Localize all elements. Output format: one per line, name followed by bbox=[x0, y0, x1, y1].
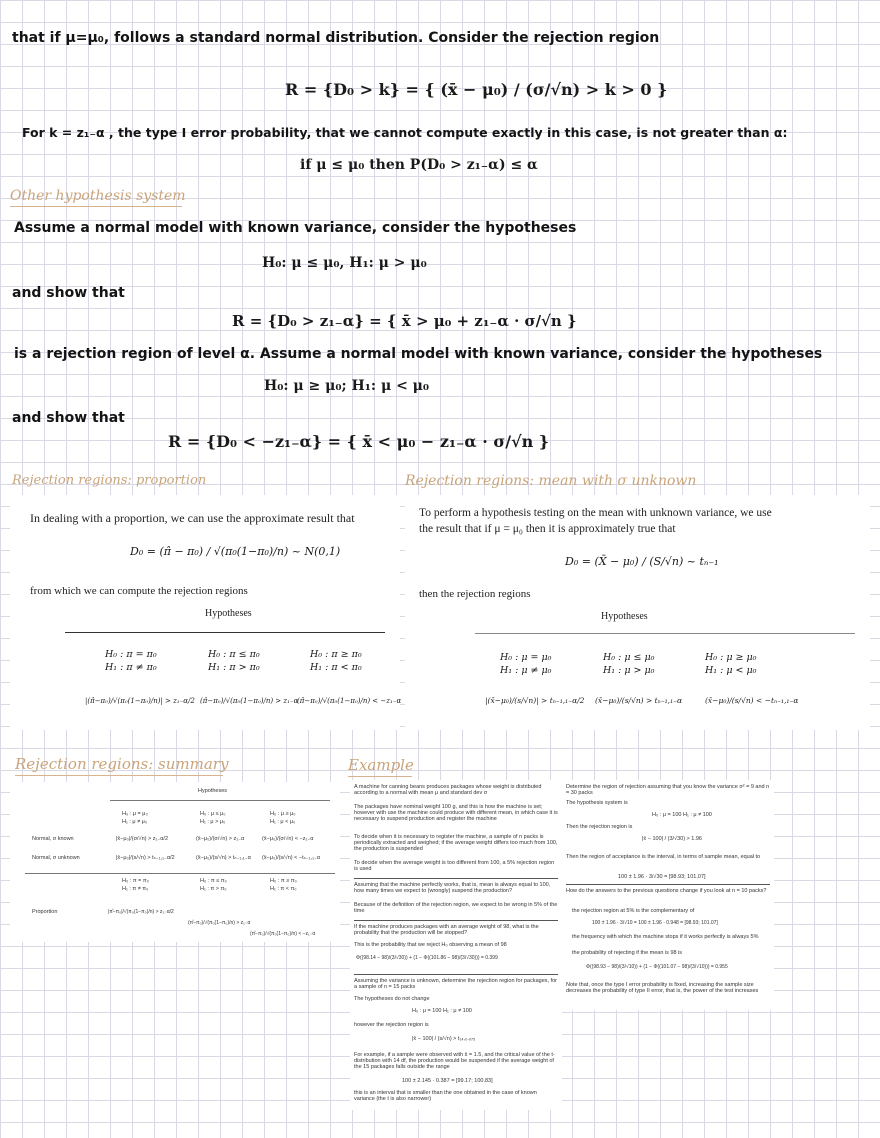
summary-row3-c2: (π̂−π₀)/√(π₀(1−π₀)/n) > z₁₋α bbox=[188, 920, 251, 926]
ex-right-formula-e: Φ((98.93 − 98)/(3/√10)) + (1 − Φ((101.07 − 98)/(3/√10))) = 0.955 bbox=[586, 964, 728, 970]
heading-rejection-summary: Rejection regions: summary bbox=[15, 755, 229, 773]
heading-underline bbox=[10, 206, 182, 207]
ex-left-p4: To decide when the average weight is too different from 100, a 5% rejection region is used bbox=[354, 860, 555, 872]
ex-right-b2: the frequency with which the machine stops if it works perfectly is always 5% bbox=[572, 934, 759, 940]
mean-hypotheses-title: Hypotheses bbox=[601, 611, 648, 622]
ex-right-p6: Note that, once the type I error probability is fixed, increasing the sample size decreases the probability of type II error, that is, the power of the test increases bbox=[566, 982, 759, 994]
ex-left-p8: This is the probability that we reject H₀ observing a mean of 98 bbox=[354, 942, 507, 948]
ex-right-b3: the probability of rejecting if the mean is 98 is bbox=[572, 950, 683, 956]
ex-left-formula-c: |x̄ − 100| / (s/√n) > t₁₄,₀.₉₇₅ bbox=[412, 1036, 476, 1042]
ex-left-p13: this is an interval that is smaller than the one obtained in the case of known variance (the t is also narrower) bbox=[354, 1090, 537, 1102]
formula-rejection-region-k: R = {D₀ > k} = { (x̄ − μ₀) / (σ/√n) > k > 0 } bbox=[285, 80, 668, 99]
ex-left-p12: For example, if a sample were observed with s̄ = 1.5, and the critical value of the t-distribution with 14 df, the production would be suspended if the average weight of the 15 packages falls outside the range bbox=[354, 1052, 555, 1070]
sum2-h1-c2: H₁ : π > π₀ bbox=[200, 886, 227, 892]
ex-left-formula-d: 100 ± 2.145 · 0.387 = [99.17; 100.83] bbox=[402, 1078, 493, 1084]
ex-right-formula-a: H₀ : μ = 100 H₁ : μ ≠ 100 bbox=[652, 812, 712, 818]
ex-left-p5: Assuming that the machine perfectly works, that is, mean is always equal to 100, how many times we expect to (wrongly) suspend the production? bbox=[354, 882, 551, 894]
note-line-4: and show that bbox=[12, 285, 125, 301]
ex-right-p2: The hypothesis system is bbox=[566, 800, 628, 806]
example-left-card bbox=[350, 780, 562, 1110]
mean-formula: D₀ = (X̄ − μ₀) / (S/√n) ~ tₙ₋₁ bbox=[565, 555, 719, 568]
ex-left-p1: A machine for canning beans produces packages whose weight is distributed according to a normal with mean μ and standard dev σ bbox=[354, 784, 542, 796]
sum2-h1-c3: H₁ : π < π₀ bbox=[270, 886, 297, 892]
prop-region-col1: |(π̂−π₀)/√(π₀(1−π₀)/n)| > z₁₋α/2 bbox=[85, 697, 195, 705]
ex-left-p2: The packages have nominal weight 100 g, and this is how the machine is set; however with use the machine could produce with different mean, in which case it is necessary to suspend production and register the machine bbox=[354, 804, 558, 822]
summary-row2-c3: (x̄−μ₀)/(s/√n) < −tₙ₋₁,₁₋α bbox=[262, 855, 321, 861]
mean-region-col2: (x̄−μ₀)/(s/√n) > tₙ₋₁,₁₋α bbox=[595, 696, 683, 705]
sum2-h1-c1: H₁ : π ≠ π₀ bbox=[122, 886, 149, 892]
ex-left-rule-2 bbox=[354, 920, 558, 921]
sum2-h0-c2: H₀ : π ≤ π₀ bbox=[200, 878, 227, 884]
mean-h0-col3: H₀ : μ ≥ μ₀ bbox=[705, 652, 757, 663]
prop-region-col3: (π̂−π₀)/√(π₀(1−π₀)/n) < −z₁₋α bbox=[297, 697, 402, 705]
prop-h0-col2: H₀ : π ≤ π₀ bbox=[208, 649, 260, 660]
mean-h1-col3: H₁ : μ < μ₀ bbox=[705, 665, 757, 676]
sum-h0-c1: H₀ : μ = μ₀ bbox=[122, 811, 148, 817]
sum2-h0-c3: H₀ : π ≥ π₀ bbox=[270, 878, 297, 884]
prop-h0-col1: H₀ : π = π₀ bbox=[105, 649, 157, 660]
ex-left-p6: Because of the definition of the rejection region, we expect to be wrong in 5% of the time bbox=[354, 902, 558, 914]
summary-row2-c2: (x̄−μ₀)/(s/√n) > tₙ₋₁,₁₋α bbox=[196, 855, 251, 861]
sum-h0-c2: H₀ : μ ≤ μ₀ bbox=[200, 811, 226, 817]
proportion-hypotheses-title: Hypotheses bbox=[205, 608, 252, 619]
summary-card bbox=[10, 782, 340, 942]
summary-row2-c1: |x̄−μ₀|/(s/√n) > tₙ₋₁,₁₋α/2 bbox=[116, 855, 175, 861]
sum-h0-c3: H₀ : μ ≥ μ₀ bbox=[270, 811, 296, 817]
ex-right-b1: the rejection region at 5% is the complementary of bbox=[572, 908, 695, 914]
example-right-card bbox=[562, 780, 774, 1010]
formula-rejection-upper: R = {D₀ > z₁₋α} = { x̄ > μ₀ + z₁₋α · σ/√n } bbox=[232, 312, 577, 330]
ex-left-p10: The hypotheses do not change bbox=[354, 996, 430, 1002]
prop-h1-col1: H₁ : π ≠ π₀ bbox=[105, 662, 157, 673]
ex-left-p9: Assuming the variance is unknown, determine the rejection region for packages, for a sample of n = 15 packs bbox=[354, 978, 557, 990]
formula-hypotheses-greater: H₀: μ ≤ μ₀, H₁: μ > μ₀ bbox=[262, 255, 427, 271]
proportion-card bbox=[10, 495, 400, 730]
prop-h1-col3: H₁ : π < π₀ bbox=[310, 662, 362, 673]
ex-left-formula-a: Φ((98.14 − 98)/(3/√30)) + (1 − Φ((101.86 − 98)/(3/√30))) = 0.399 bbox=[356, 955, 498, 961]
sum2-h0-c1: H₀ : π = π₀ bbox=[122, 878, 149, 884]
heading-rejection-proportion: Rejection regions: proportion bbox=[12, 473, 207, 488]
mean-rule bbox=[475, 633, 855, 634]
sum-h1-c1: H₁ : μ ≠ μ₀ bbox=[122, 819, 148, 825]
sum-h1-c2: H₁ : μ > μ₀ bbox=[200, 819, 226, 825]
mean-card bbox=[405, 495, 870, 730]
note-line-5: is a rejection region of level α. Assume a normal model with known variance, consider the hypotheses bbox=[14, 346, 823, 362]
mean-region-col3: (x̄−μ₀)/(s/√n) < −tₙ₋₁,₁₋α bbox=[705, 696, 799, 705]
heading-rejection-mean-sigma-unknown: Rejection regions: mean with σ unknown bbox=[405, 473, 697, 489]
mean-region-col1: |(x̄−μ₀)/(s/√n)| > tₙ₋₁,₁₋α/2 bbox=[485, 696, 585, 705]
ex-right-formula-b: |x̄ − 100| / (3/√30) > 1.96 bbox=[642, 836, 702, 842]
formula-rejection-lower: R = {D₀ < −z₁₋α} = { x̄ < μ₀ − z₁₋α · σ/√n } bbox=[168, 432, 550, 451]
example-underline bbox=[348, 776, 412, 777]
ex-right-formula-d: 100 ± 1.96 · 3/√10 = 100 ± 1.96 · 0.948 = [98.93; 101.07] bbox=[592, 920, 718, 926]
prop-h1-col2: H₁ : π > π₀ bbox=[208, 662, 260, 673]
summary-row1-label: Normal, σ known bbox=[32, 836, 74, 842]
proportion-from-text: from which we can compute the rejection regions bbox=[30, 585, 248, 597]
summary-row1-c1: |x̄−μ₀|/(σ/√n) > z₁₋α/2 bbox=[116, 836, 169, 842]
mean-intro-2: the result that if μ = μ₀ then it is approximately true that bbox=[419, 523, 676, 535]
ex-right-p5: How do the answers to the previous questions change if you look at n = 10 packs? bbox=[566, 888, 767, 894]
summary-row3-c3: (π̂−π₀)/√(π₀(1−π₀)/n) < −z₁₋α bbox=[250, 931, 316, 937]
sum-h1-c3: H₁ : μ < μ₀ bbox=[270, 819, 296, 825]
note-line-1: that if μ=μ₀, follows a standard normal distribution. Consider the rejection region bbox=[12, 30, 660, 46]
ex-right-formula-c: 100 ± 1.96 · 3/√30 = [98.93; 101.07] bbox=[618, 874, 706, 880]
mean-h1-col1: H₁ : μ ≠ μ₀ bbox=[500, 665, 552, 676]
note-line-2: For k = z₁₋α , the type I error probability, that we cannot compute exactly in this case, is not greater than α: bbox=[22, 125, 788, 140]
ex-left-p11: however the rejection region is bbox=[354, 1022, 429, 1028]
formula-hypotheses-less: H₀: μ ≥ μ₀; H₁: μ < μ₀ bbox=[264, 378, 430, 394]
ex-left-rule-1 bbox=[354, 878, 558, 879]
ex-right-rule-1 bbox=[566, 884, 770, 885]
ex-right-p4: Then the region of acceptance is the interval, in terms of sample mean, equal to bbox=[566, 854, 761, 860]
mean-then-text: then the rejection regions bbox=[419, 588, 531, 600]
ex-right-p1: Determine the region of rejection assuming that you know the variance σ² = 9 and n = 30 packs bbox=[566, 784, 770, 796]
ex-left-rule-3 bbox=[354, 974, 558, 975]
proportion-formula: D₀ = (π̂ − π₀) / √(π₀(1−π₀)/n) ~ N(0,1) bbox=[130, 545, 341, 558]
summary-row1-c2: (x̄−μ₀)/(σ/√n) > z₁₋α bbox=[196, 836, 245, 842]
prop-region-col2: (π̂−π₀)/√(π₀(1−π₀)/n) > z₁₋α bbox=[200, 697, 299, 705]
ex-right-p3: Then the rejection region is bbox=[566, 824, 633, 830]
ex-left-p7: If the machine produces packages with an average weight of 98, what is the probability that the production will be stopped? bbox=[354, 924, 539, 936]
formula-type-i-error: if μ ≤ μ₀ then P(D₀ > z₁₋α) ≤ α bbox=[300, 157, 538, 173]
note-line-6: and show that bbox=[12, 410, 125, 426]
summary-row3-label: Proportion bbox=[32, 909, 58, 915]
heading-other-hypothesis-system: Other hypothesis system bbox=[10, 188, 186, 204]
summary-row3-c1: |π̂−π₀|/√(π₀(1−π₀)/n) > z₁₋α/2 bbox=[108, 909, 174, 915]
proportion-rule bbox=[65, 632, 385, 633]
mean-h1-col2: H₁ : μ > μ₀ bbox=[603, 665, 655, 676]
prop-h0-col3: H₀ : π ≥ π₀ bbox=[310, 649, 362, 660]
summary-row1-c3: (x̄−μ₀)/(σ/√n) < −z₁₋α bbox=[262, 836, 314, 842]
summary-row2-label: Normal, σ unknown bbox=[32, 855, 80, 861]
summary-underline bbox=[15, 775, 223, 776]
mean-intro-1: To perform a hypothesis testing on the mean with unknown variance, we use bbox=[419, 507, 772, 519]
ex-left-formula-b: H₀ : μ = 100 H₁ : μ ≠ 100 bbox=[412, 1008, 472, 1014]
summary-rule-2 bbox=[25, 873, 335, 874]
heading-example: Example bbox=[348, 756, 414, 774]
proportion-intro: In dealing with a proportion, we can use the approximate result that bbox=[30, 511, 355, 525]
summary-hypotheses-title: Hypotheses bbox=[198, 788, 228, 794]
mean-h0-col2: H₀ : μ ≤ μ₀ bbox=[603, 652, 655, 663]
ex-left-p3: To decide when it is necessary to register the machine, a sample of n packs is periodically extracted and weighed; if the average weight differs too much from 100, the production is suspended bbox=[354, 834, 558, 852]
note-line-3: Assume a normal model with known variance, consider the hypotheses bbox=[14, 220, 577, 236]
mean-h0-col1: H₀ : μ = μ₀ bbox=[500, 652, 552, 663]
summary-rule-1 bbox=[110, 800, 330, 801]
